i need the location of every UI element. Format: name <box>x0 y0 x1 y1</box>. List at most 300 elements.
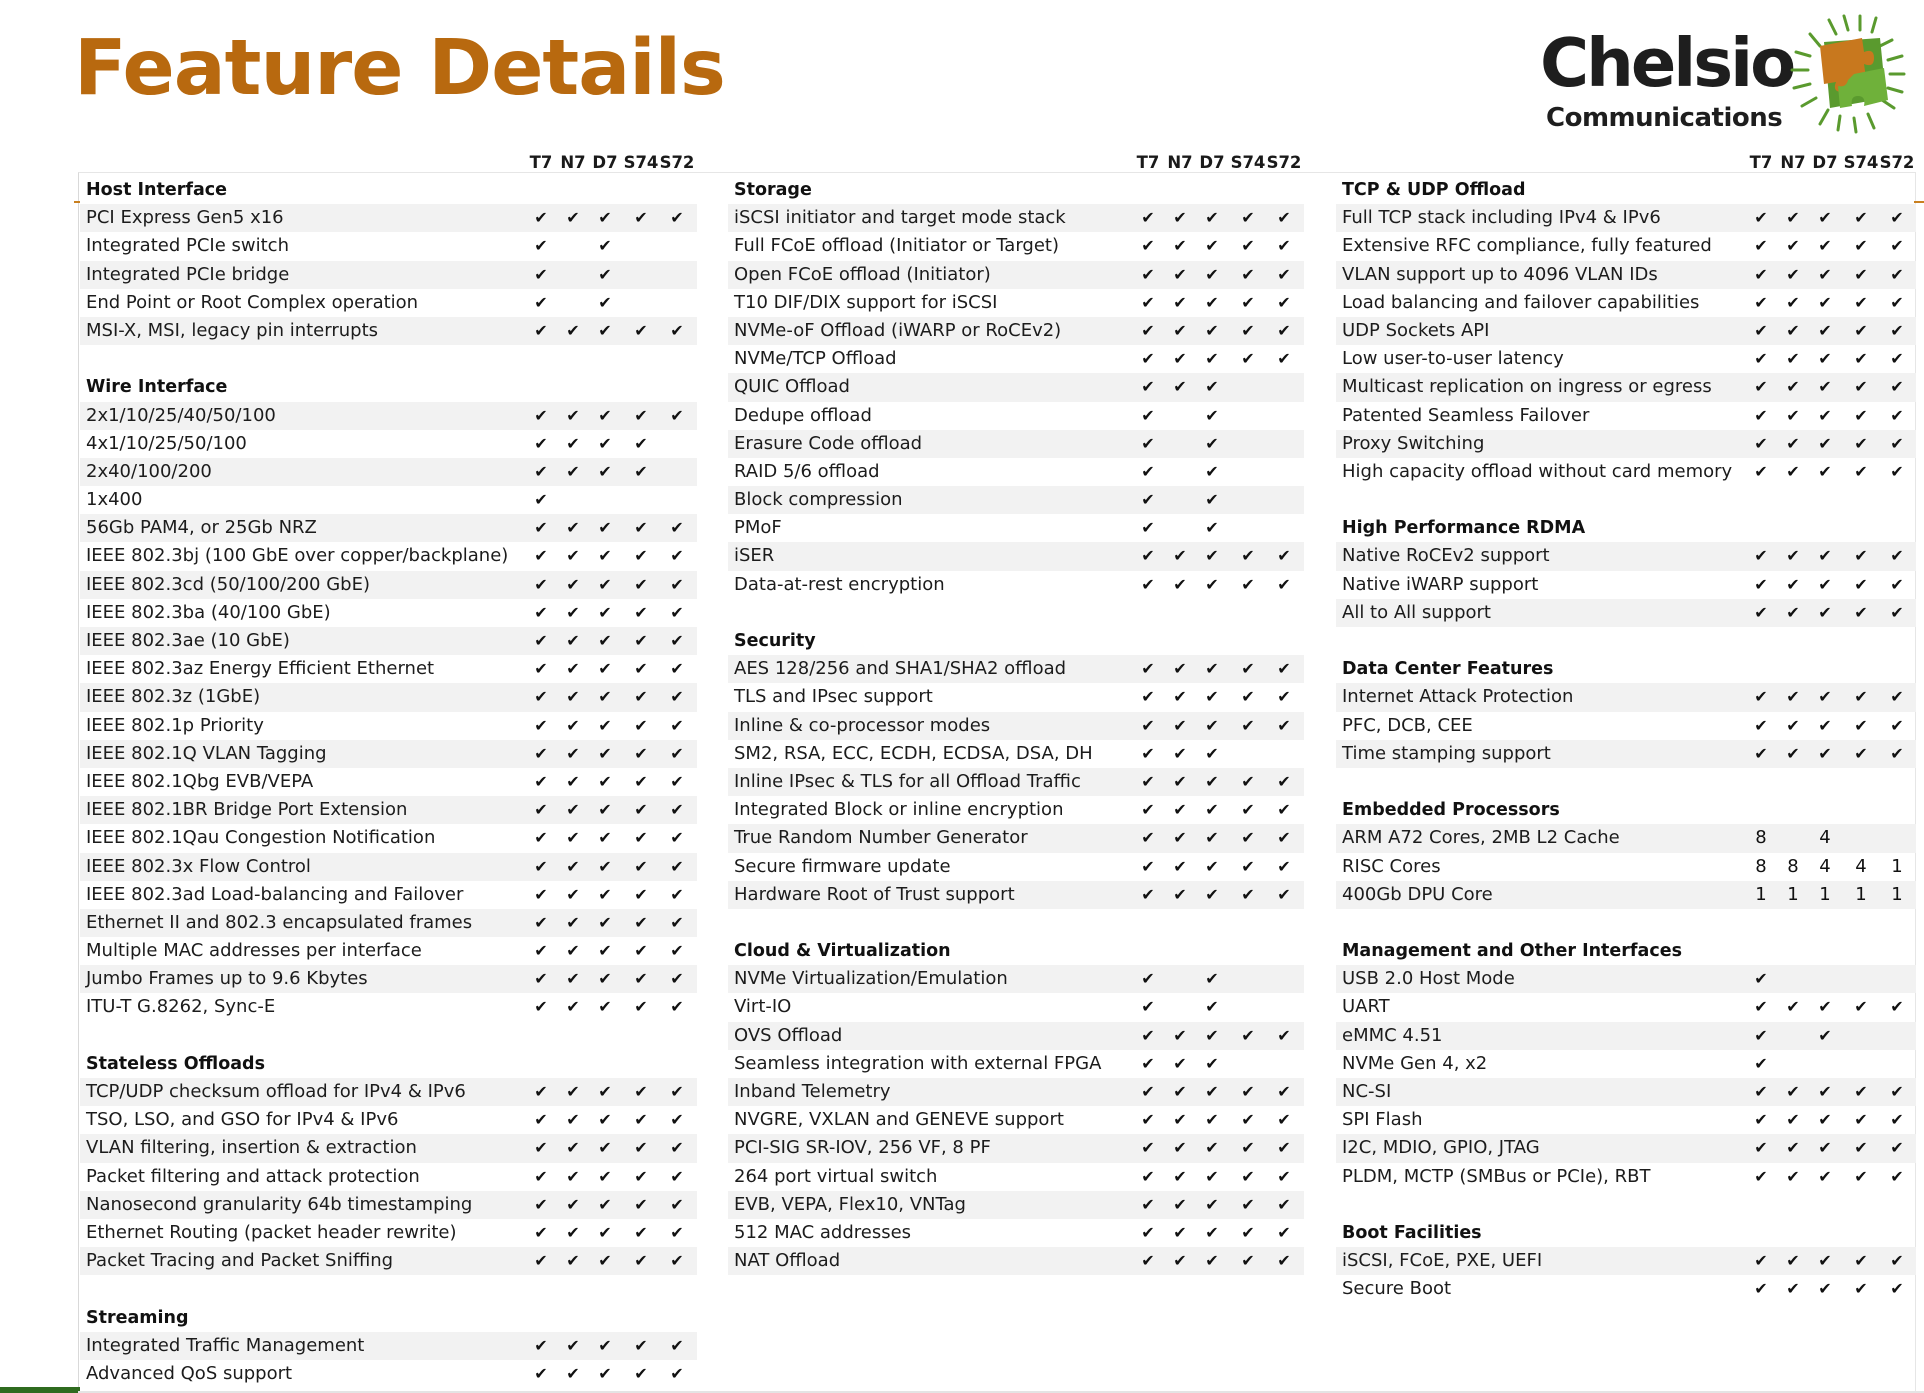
check-icon: ✔ <box>534 743 548 763</box>
check-icon: ✔ <box>1890 602 1904 622</box>
feature-row <box>728 317 1304 345</box>
feature-row <box>1336 1163 1916 1191</box>
feature-label: 56Gb PAM4, or 25Gb NRZ <box>86 517 317 539</box>
section-title: TCP & UDP Offload <box>1342 180 1526 200</box>
check-icon: ✔ <box>598 1110 612 1130</box>
check-icon: ✔ <box>1854 602 1868 622</box>
check-icon: ✔ <box>1786 461 1800 481</box>
feature-label: RAID 5/6 offload <box>734 460 880 482</box>
check-icon: ✔ <box>1173 1138 1187 1158</box>
check-icon: ✔ <box>1205 1025 1219 1045</box>
feature-row <box>728 965 1304 993</box>
feature-label: MSI-X, MSI, legacy pin interrupts <box>86 319 378 341</box>
feature-label: IEEE 802.3z (1GbE) <box>86 686 261 708</box>
check-icon: ✔ <box>1277 687 1291 707</box>
check-icon: ✔ <box>534 687 548 707</box>
section-title: Boot Facilities <box>1342 1222 1482 1243</box>
check-icon: ✔ <box>1241 1222 1255 1242</box>
check-icon: ✔ <box>1173 800 1187 820</box>
check-icon: ✔ <box>1854 1138 1868 1158</box>
check-icon: ✔ <box>1786 743 1800 763</box>
check-icon: ✔ <box>1173 1222 1187 1242</box>
check-icon: ✔ <box>1141 546 1155 566</box>
feature-label: NC-SI <box>1342 1081 1392 1102</box>
check-icon: ✔ <box>534 236 548 256</box>
check-icon: ✔ <box>598 997 612 1017</box>
check-icon: ✔ <box>634 687 648 707</box>
check-icon: ✔ <box>1205 1082 1219 1101</box>
check-icon: ✔ <box>1754 715 1768 735</box>
section-spacer <box>728 909 1304 937</box>
check-icon: ✔ <box>1854 574 1868 594</box>
feature-label: Extensive RFC compliance, fully featured <box>1342 235 1712 257</box>
check-icon: ✔ <box>1754 1138 1768 1158</box>
feature-label: NVMe Gen 4, x2 <box>1342 1052 1488 1074</box>
check-icon: ✔ <box>1818 1110 1832 1130</box>
check-icon: ✔ <box>566 602 580 622</box>
check-icon: ✔ <box>534 856 548 876</box>
feature-row <box>1336 965 1916 993</box>
check-icon: ✔ <box>1141 715 1155 735</box>
check-icon: ✔ <box>634 1110 648 1130</box>
check-icon: ✔ <box>1277 1138 1291 1158</box>
check-icon: ✔ <box>670 1194 684 1214</box>
check-icon: ✔ <box>634 574 648 594</box>
check-icon: ✔ <box>1786 1251 1800 1271</box>
logo-name: Chelsio <box>1540 24 1794 102</box>
check-icon: ✔ <box>1205 1053 1219 1073</box>
check-icon: ✔ <box>1786 1166 1800 1186</box>
check-icon: ✔ <box>598 1138 612 1158</box>
feature-row <box>80 740 697 768</box>
check-icon: ✔ <box>1890 236 1904 256</box>
check-icon: ✔ <box>598 969 612 989</box>
check-icon: ✔ <box>1754 602 1768 622</box>
check-icon: ✔ <box>1241 1194 1255 1214</box>
feature-row <box>80 204 697 232</box>
feature-row <box>1336 1106 1916 1134</box>
check-icon: ✔ <box>1754 405 1768 425</box>
feature-row <box>1336 853 1916 881</box>
check-icon: ✔ <box>534 828 548 848</box>
check-icon: ✔ <box>1786 433 1800 453</box>
check-icon: ✔ <box>1854 546 1868 566</box>
check-icon: ✔ <box>1786 320 1800 340</box>
feature-label: Integrated Block or inline encryption <box>734 799 1064 821</box>
feature-label: End Point or Root Complex operation <box>86 291 419 313</box>
check-icon: ✔ <box>534 941 548 961</box>
feature-label: Native iWARP support <box>1342 573 1539 595</box>
feature-row <box>728 542 1304 570</box>
feature-label: IEEE 802.1p Priority <box>86 714 264 736</box>
check-icon: ✔ <box>1786 349 1800 369</box>
check-icon: ✔ <box>1754 969 1768 989</box>
check-icon: ✔ <box>1141 1194 1155 1214</box>
check-icon: ✔ <box>566 461 580 481</box>
check-icon: ✔ <box>1173 687 1187 707</box>
check-icon: ✔ <box>598 518 612 538</box>
check-icon: ✔ <box>1141 1138 1155 1158</box>
feature-row <box>728 373 1304 401</box>
check-icon: ✔ <box>1818 208 1832 228</box>
feature-row <box>1336 458 1916 486</box>
check-icon: ✔ <box>634 433 648 453</box>
feature-label: Jumbo Frames up to 9.6 Kbytes <box>86 968 368 990</box>
check-icon: ✔ <box>598 405 612 425</box>
check-icon: ✔ <box>534 1138 548 1158</box>
column-header-d7: D7 <box>1199 153 1225 172</box>
check-icon: ✔ <box>1754 208 1768 228</box>
feature-label: ARM A72 Cores, 2MB L2 Cache <box>1342 827 1620 849</box>
feature-row <box>80 1134 697 1162</box>
check-icon: ✔ <box>1241 546 1255 566</box>
check-icon: ✔ <box>670 912 684 932</box>
feature-row <box>728 289 1304 317</box>
feature-label: T10 DIF/DIX support for iSCSI <box>734 291 998 313</box>
check-icon: ✔ <box>1173 320 1187 340</box>
check-icon: ✔ <box>670 1082 684 1101</box>
check-icon: ✔ <box>634 631 648 650</box>
feature-row <box>80 289 697 317</box>
feature-label: UDP Sockets API <box>1342 319 1490 341</box>
check-icon: ✔ <box>1205 715 1219 735</box>
check-icon: ✔ <box>1241 884 1255 904</box>
check-icon: ✔ <box>1173 236 1187 256</box>
check-icon: ✔ <box>1277 292 1291 312</box>
check-icon: ✔ <box>534 969 548 989</box>
column-header-n7: N7 <box>1780 153 1806 172</box>
check-icon: ✔ <box>1754 743 1768 763</box>
check-icon: ✔ <box>1173 1194 1187 1214</box>
check-icon: ✔ <box>1818 574 1832 594</box>
feature-label: UART <box>1342 996 1390 1018</box>
check-icon: ✔ <box>1890 461 1904 481</box>
feature-row <box>728 1022 1304 1050</box>
check-icon: ✔ <box>634 1251 648 1271</box>
check-icon: ✔ <box>1854 236 1868 256</box>
check-icon: ✔ <box>1818 1082 1832 1101</box>
check-icon: ✔ <box>1205 546 1219 566</box>
feature-panel-1 <box>80 148 697 1388</box>
check-icon: ✔ <box>1241 320 1255 340</box>
check-icon: ✔ <box>1818 1279 1832 1299</box>
feature-label: USB 2.0 Host Mode <box>1342 968 1515 990</box>
check-icon: ✔ <box>1141 1053 1155 1073</box>
feature-row <box>80 965 697 993</box>
feature-label: Seamless integration with external FPGA <box>734 1052 1102 1074</box>
check-icon: ✔ <box>634 715 648 735</box>
column-header-s72: S72 <box>659 153 695 172</box>
check-icon: ✔ <box>566 433 580 453</box>
check-icon: ✔ <box>1786 1110 1800 1130</box>
check-icon: ✔ <box>1854 377 1868 397</box>
check-icon: ✔ <box>1205 1222 1219 1242</box>
feature-row <box>728 232 1304 260</box>
check-icon: ✔ <box>1754 574 1768 594</box>
feature-panel-3 <box>1336 148 1916 1304</box>
section-title: Streaming <box>86 1307 189 1328</box>
check-icon: ✔ <box>1205 997 1219 1017</box>
feature-row <box>1336 571 1916 599</box>
check-icon: ✔ <box>1818 405 1832 425</box>
feature-label: 4x1/10/25/50/100 <box>86 432 247 454</box>
feature-row <box>728 1163 1304 1191</box>
feature-row <box>728 514 1304 542</box>
feature-row <box>80 937 697 965</box>
column-header-d7: D7 <box>592 153 618 172</box>
feature-label: NAT Offload <box>734 1250 841 1272</box>
feature-label: Hardware Root of Trust support <box>734 883 1015 905</box>
check-icon: ✔ <box>534 574 548 594</box>
check-icon: ✔ <box>1173 828 1187 848</box>
feature-label: Secure firmware update <box>734 855 951 877</box>
feature-row <box>728 740 1304 768</box>
column-header-s74: S74 <box>623 153 659 172</box>
feature-section <box>1336 514 1916 627</box>
feature-row <box>80 993 697 1021</box>
check-icon: ✔ <box>1818 1025 1832 1045</box>
check-icon: ✔ <box>634 1222 648 1242</box>
check-icon: ✔ <box>566 912 580 932</box>
check-icon: ✔ <box>670 884 684 904</box>
check-icon: ✔ <box>534 1082 548 1101</box>
check-icon: ✔ <box>1141 518 1155 538</box>
check-icon: ✔ <box>1141 969 1155 989</box>
check-icon: ✔ <box>566 687 580 707</box>
feature-section <box>728 176 1304 599</box>
section-title: Data Center Features <box>1342 659 1554 680</box>
check-icon: ✔ <box>1890 433 1904 453</box>
feature-row <box>80 1191 697 1219</box>
check-icon: ✔ <box>598 856 612 876</box>
check-icon: ✔ <box>1173 1025 1187 1045</box>
check-icon: ✔ <box>634 1138 648 1158</box>
feature-row <box>728 1191 1304 1219</box>
check-icon: ✔ <box>1277 1110 1291 1130</box>
feature-label: IEEE 802.1BR Bridge Port Extension <box>86 799 408 821</box>
check-icon: ✔ <box>1141 884 1155 904</box>
feature-label: 2x40/100/200 <box>86 460 212 482</box>
feature-row <box>80 599 697 627</box>
check-icon: ✔ <box>634 800 648 820</box>
check-icon: ✔ <box>1241 800 1255 820</box>
check-icon: ✔ <box>1818 546 1832 566</box>
check-icon: ✔ <box>1277 715 1291 735</box>
check-icon: ✔ <box>1141 461 1155 481</box>
feature-row <box>728 402 1304 430</box>
feature-label: Secure Boot <box>1342 1278 1452 1300</box>
feature-row <box>1336 402 1916 430</box>
company-logo <box>1540 12 1920 137</box>
check-icon: ✔ <box>534 433 548 453</box>
check-icon: ✔ <box>566 771 580 791</box>
feature-label: 512 MAC addresses <box>734 1221 912 1243</box>
check-icon: ✔ <box>598 433 612 453</box>
feature-label: iSCSI, FCoE, PXE, UEFI <box>1342 1250 1543 1272</box>
check-icon: ✔ <box>1277 884 1291 904</box>
check-icon: ✔ <box>1818 433 1832 453</box>
check-icon: ✔ <box>1890 349 1904 369</box>
feature-row <box>728 824 1304 852</box>
check-icon: ✔ <box>1754 461 1768 481</box>
check-icon: ✔ <box>670 1363 684 1383</box>
check-icon: ✔ <box>1786 1082 1800 1101</box>
check-icon: ✔ <box>670 941 684 961</box>
check-icon: ✔ <box>1854 997 1868 1017</box>
feature-row <box>728 204 1304 232</box>
check-icon: ✔ <box>598 771 612 791</box>
feature-label: PCI-SIG SR-IOV, 256 VF, 8 PF <box>734 1137 991 1159</box>
check-icon: ✔ <box>1173 715 1187 735</box>
feature-label: Integrated Traffic Management <box>86 1334 365 1356</box>
check-icon: ✔ <box>566 1363 580 1383</box>
check-icon: ✔ <box>1141 997 1155 1017</box>
feature-row <box>1336 373 1916 401</box>
check-icon: ✔ <box>1205 320 1219 340</box>
check-icon: ✔ <box>534 208 548 228</box>
check-icon: ✔ <box>1854 1166 1868 1186</box>
check-icon: ✔ <box>634 912 648 932</box>
feature-row <box>80 909 697 937</box>
check-icon: ✔ <box>1277 546 1291 566</box>
column-header-s74: S74 <box>1843 153 1879 172</box>
check-icon: ✔ <box>1854 715 1868 735</box>
feature-row <box>80 1360 697 1388</box>
check-icon: ✔ <box>1205 1110 1219 1130</box>
check-icon: ✔ <box>1205 236 1219 256</box>
feature-row <box>1336 261 1916 289</box>
feature-section <box>80 176 697 345</box>
check-icon: ✔ <box>1854 687 1868 707</box>
check-icon: ✔ <box>670 743 684 763</box>
check-icon: ✔ <box>534 602 548 622</box>
feature-row <box>728 993 1304 1021</box>
check-icon: ✔ <box>566 659 580 679</box>
feature-row <box>80 655 697 683</box>
check-icon: ✔ <box>566 208 580 228</box>
check-icon: ✔ <box>1277 1166 1291 1186</box>
feature-label: Proxy Switching <box>1342 432 1485 454</box>
check-icon: ✔ <box>634 1363 648 1383</box>
check-icon: ✔ <box>1277 1025 1291 1045</box>
check-icon: ✔ <box>670 828 684 848</box>
check-icon: ✔ <box>670 687 684 707</box>
feature-row <box>80 486 697 514</box>
check-icon: ✔ <box>1241 292 1255 312</box>
check-icon: ✔ <box>634 997 648 1017</box>
feature-label: VLAN support up to 4096 VLAN IDs <box>1342 263 1658 285</box>
check-icon: ✔ <box>634 208 648 228</box>
check-icon: ✔ <box>1277 856 1291 876</box>
feature-label: iSER <box>734 545 775 567</box>
check-icon: ✔ <box>598 1166 612 1186</box>
feature-row <box>1336 1134 1916 1162</box>
check-icon: ✔ <box>1890 1082 1904 1101</box>
feature-row <box>728 1247 1304 1275</box>
value-cell-s72: 1 <box>1891 883 1903 905</box>
check-icon: ✔ <box>534 490 548 510</box>
check-icon: ✔ <box>598 574 612 594</box>
check-icon: ✔ <box>1786 687 1800 707</box>
feature-row <box>80 317 697 345</box>
check-icon: ✔ <box>1277 1194 1291 1214</box>
feature-row <box>80 1106 697 1134</box>
check-icon: ✔ <box>1205 687 1219 707</box>
check-icon: ✔ <box>1277 771 1291 791</box>
check-icon: ✔ <box>598 546 612 566</box>
check-icon: ✔ <box>1786 715 1800 735</box>
feature-label: eMMC 4.51 <box>1342 1024 1443 1046</box>
check-icon: ✔ <box>1818 236 1832 256</box>
feature-row <box>728 430 1304 458</box>
check-icon: ✔ <box>1241 1025 1255 1045</box>
check-icon: ✔ <box>1141 292 1155 312</box>
feature-label: PMoF <box>734 517 782 539</box>
check-icon: ✔ <box>534 1110 548 1130</box>
check-icon: ✔ <box>534 1363 548 1383</box>
column-header-t7: T7 <box>529 153 553 172</box>
feature-row <box>728 1219 1304 1247</box>
check-icon: ✔ <box>1241 349 1255 369</box>
check-icon: ✔ <box>1205 771 1219 791</box>
check-icon: ✔ <box>670 518 684 538</box>
check-icon: ✔ <box>1241 856 1255 876</box>
check-icon: ✔ <box>534 264 548 284</box>
feature-section <box>80 1050 697 1276</box>
chip-logo-icon <box>1784 12 1914 137</box>
feature-row <box>1336 712 1916 740</box>
check-icon: ✔ <box>1173 349 1187 369</box>
feature-row <box>1336 317 1916 345</box>
check-icon: ✔ <box>534 771 548 791</box>
feature-row <box>1336 740 1916 768</box>
check-icon: ✔ <box>1754 377 1768 397</box>
check-icon: ✔ <box>1173 1166 1187 1186</box>
section-title: High Performance RDMA <box>1342 518 1586 539</box>
column-header-t7: T7 <box>1136 153 1160 172</box>
check-icon: ✔ <box>566 715 580 735</box>
check-icon: ✔ <box>1205 884 1219 904</box>
check-icon: ✔ <box>1854 208 1868 228</box>
feature-label: NVMe Virtualization/Emulation <box>734 968 1008 990</box>
check-icon: ✔ <box>1277 1082 1291 1101</box>
check-icon: ✔ <box>1890 1166 1904 1186</box>
check-icon: ✔ <box>1241 236 1255 256</box>
check-icon: ✔ <box>1786 602 1800 622</box>
check-icon: ✔ <box>1854 292 1868 312</box>
check-icon: ✔ <box>1173 574 1187 594</box>
check-icon: ✔ <box>1241 1166 1255 1186</box>
check-icon: ✔ <box>1205 264 1219 284</box>
check-icon: ✔ <box>1173 377 1187 397</box>
section-title: Stateless Offloads <box>86 1053 265 1074</box>
check-icon: ✔ <box>634 884 648 904</box>
value-cell-t7: 8 <box>1755 855 1767 877</box>
check-icon: ✔ <box>534 912 548 932</box>
value-cell-d7: 4 <box>1819 827 1831 849</box>
check-icon: ✔ <box>1854 461 1868 481</box>
feature-label: Open FCoE offload (Initiator) <box>734 263 991 285</box>
feature-row <box>80 1332 697 1360</box>
feature-label: Packet Tracing and Packet Sniffing <box>86 1250 394 1272</box>
check-icon: ✔ <box>566 1166 580 1186</box>
feature-row <box>728 1078 1304 1106</box>
check-icon: ✔ <box>634 771 648 791</box>
check-icon: ✔ <box>634 405 648 425</box>
section-spacer <box>1336 909 1916 937</box>
check-icon: ✔ <box>1818 349 1832 369</box>
check-icon: ✔ <box>598 743 612 763</box>
